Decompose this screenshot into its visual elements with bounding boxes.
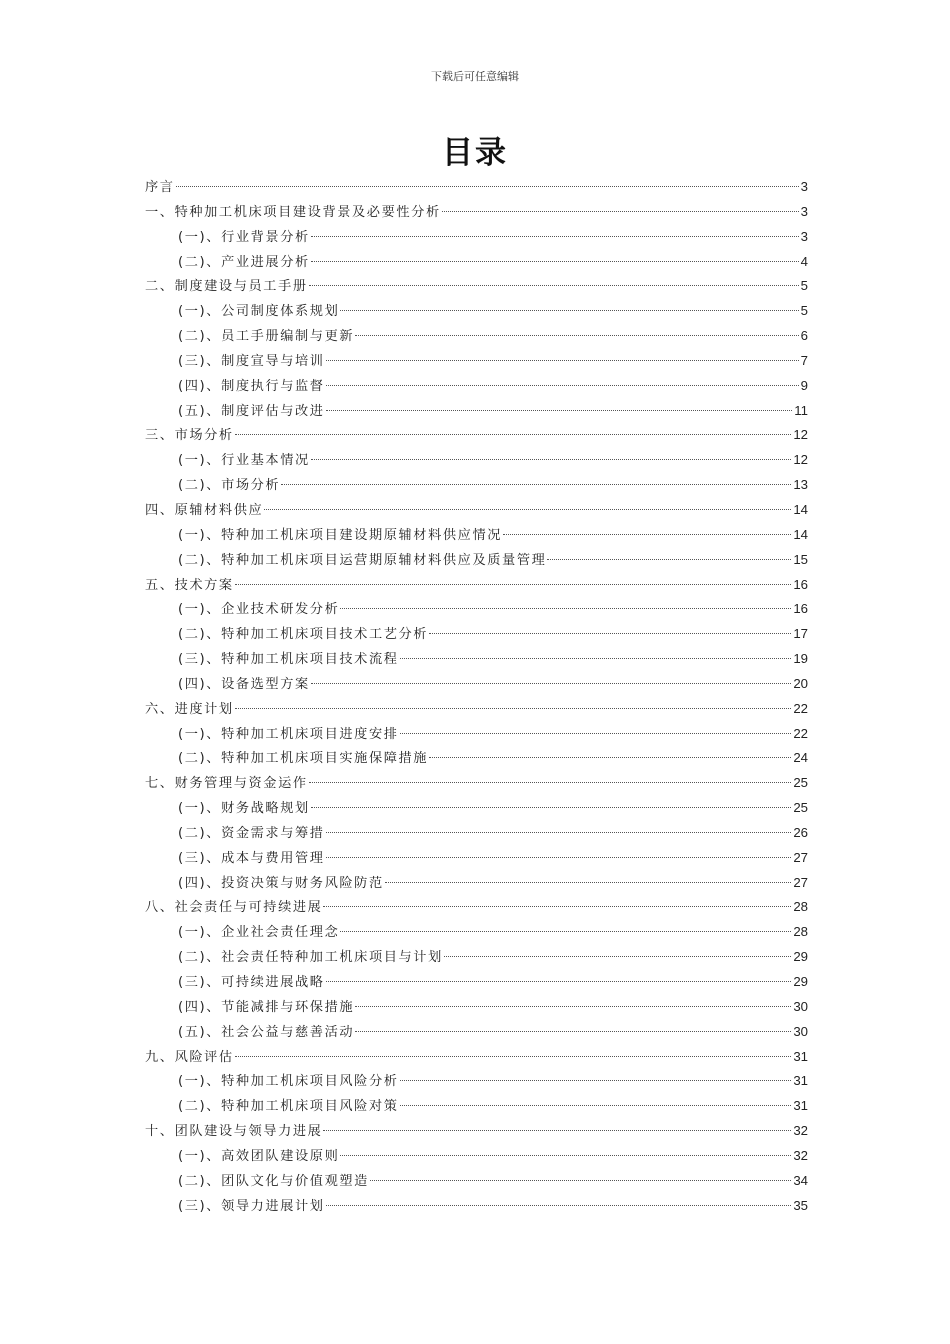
toc-entry-page-number: 4 xyxy=(800,253,808,269)
toc-entry-page-number: 32 xyxy=(793,1123,808,1139)
toc-subsection-entry[interactable] xyxy=(145,374,808,399)
toc-entry-page-number: 22 xyxy=(793,725,808,741)
toc-entry-page-number: 11 xyxy=(794,402,808,418)
dot-leader xyxy=(311,458,792,460)
dot-leader xyxy=(235,707,792,709)
toc-subsection-entry[interactable] xyxy=(145,448,808,473)
dot-leader xyxy=(400,1079,792,1081)
toc-entry-label: (四)、设备选型方案 xyxy=(178,676,310,692)
toc-subsection-entry[interactable] xyxy=(145,647,808,672)
dot-leader xyxy=(442,210,799,212)
toc-subsection-entry[interactable] xyxy=(145,920,808,945)
dot-leader xyxy=(311,806,792,808)
toc-entry-page-number: 27 xyxy=(793,849,808,865)
toc-section-entry[interactable] xyxy=(145,697,808,722)
toc-entry-label: 十、团队建设与领导力进展 xyxy=(145,1124,323,1140)
toc-section-entry[interactable] xyxy=(145,573,808,598)
toc-entry-label: (一)、行业背景分析 xyxy=(178,229,310,245)
toc-entry-label: (四)、投资决策与财务风险防范 xyxy=(178,875,384,891)
toc-entry-label: 四、原辅材料供应 xyxy=(145,502,264,518)
dot-leader xyxy=(355,1005,791,1007)
toc-subsection-entry[interactable] xyxy=(145,622,808,647)
toc-entry-page-number: 5 xyxy=(800,278,808,294)
toc-subsection-entry[interactable] xyxy=(145,796,808,821)
toc-entry-page-number: 31 xyxy=(793,1098,808,1114)
dot-leader xyxy=(326,831,792,833)
toc-entry-label: 序言 xyxy=(145,180,175,195)
toc-entry-page-number: 25 xyxy=(793,800,808,816)
dot-leader xyxy=(326,384,799,386)
dot-leader xyxy=(503,533,791,535)
toc-entry-label: 一、特种加工机床项目建设背景及必要性分析 xyxy=(145,204,441,220)
toc-entry-label: (三)、特种加工机床项目技术流程 xyxy=(178,652,399,668)
dot-leader xyxy=(340,607,791,609)
toc-entry-page-number: 29 xyxy=(793,974,808,989)
toc-subsection-entry[interactable] xyxy=(145,672,808,697)
toc-entry-label: (一)、财务战略规划 xyxy=(178,801,310,817)
toc-entry-page-number: 29 xyxy=(793,949,808,965)
toc-subsection-entry[interactable] xyxy=(145,1169,808,1194)
toc-subsection-entry[interactable] xyxy=(145,1094,808,1119)
toc-entry-page-number: 3 xyxy=(800,203,808,219)
toc-subsection-entry[interactable] xyxy=(145,399,808,424)
toc-entry-page-number: 28 xyxy=(793,899,808,915)
toc-entry-label: (一)、公司制度体系规划 xyxy=(178,304,340,320)
toc-subsection-entry[interactable] xyxy=(145,1069,808,1094)
toc-section-entry[interactable] xyxy=(145,771,808,796)
page-header: 下载后可任意编辑 xyxy=(431,70,519,83)
toc-entry-page-number: 15 xyxy=(793,551,808,567)
toc-entry-label: 六、进度计划 xyxy=(145,701,234,717)
toc-section-entry[interactable] xyxy=(145,1045,808,1070)
dot-leader xyxy=(326,856,792,858)
toc-entry-page-number: 7 xyxy=(800,352,808,368)
dot-leader xyxy=(235,1055,792,1057)
dot-leader xyxy=(400,1104,792,1106)
toc-subsection-entry[interactable] xyxy=(145,473,808,498)
toc-subsection-entry[interactable] xyxy=(145,970,808,995)
toc-entry-page-number: 30 xyxy=(793,998,808,1014)
dot-leader xyxy=(235,433,792,435)
dot-leader xyxy=(340,930,791,932)
dot-leader xyxy=(326,1204,792,1206)
toc-entry-label: (三)、成本与费用管理 xyxy=(178,850,325,866)
toc-subsection-entry[interactable] xyxy=(145,945,808,970)
toc-entry-page-number: 28 xyxy=(793,924,808,940)
toc-entry-page-number: 14 xyxy=(793,526,808,542)
toc-entry-page-number: 31 xyxy=(793,1073,808,1089)
toc-entry-page-number: 14 xyxy=(793,501,808,517)
dot-leader xyxy=(400,657,792,659)
toc-entry-page-number: 20 xyxy=(793,675,808,691)
toc-entry-label: 二、制度建设与员工手册 xyxy=(145,279,308,295)
toc-entry-label: (三)、可持续进展战略 xyxy=(178,975,325,990)
toc-entry-page-number: 24 xyxy=(793,750,808,766)
toc-entry-page-number: 35 xyxy=(793,1197,808,1213)
dot-leader xyxy=(323,905,791,907)
dot-leader xyxy=(355,1030,791,1032)
toc-subsection-entry[interactable] xyxy=(145,722,808,747)
dot-leader xyxy=(311,235,799,237)
dot-leader xyxy=(326,409,793,411)
toc-entry-page-number: 16 xyxy=(793,576,808,592)
toc-entry-label: (一)、特种加工机床项目进度安排 xyxy=(178,726,399,742)
toc-entry-label: (二)、社会责任特种加工机床项目与计划 xyxy=(178,950,443,966)
toc-entry-label: (二)、特种加工机床项目技术工艺分析 xyxy=(178,627,429,643)
toc-section-entry[interactable] xyxy=(145,498,808,523)
toc-entry-page-number: 25 xyxy=(793,775,808,791)
toc-subsection-entry[interactable] xyxy=(145,846,808,871)
dot-leader xyxy=(444,955,791,957)
dot-leader xyxy=(323,1129,791,1131)
dot-leader xyxy=(385,881,792,883)
toc-entry-label: (二)、团队文化与价值观塑造 xyxy=(178,1173,369,1189)
dot-leader xyxy=(311,682,792,684)
toc-entry-page-number: 3 xyxy=(800,228,808,244)
dot-leader xyxy=(340,309,798,311)
dot-leader xyxy=(326,359,799,361)
toc-entry-page-number: 17 xyxy=(793,626,808,642)
toc-entry-page-number: 5 xyxy=(800,303,808,319)
toc-entry-label: 九、风险评估 xyxy=(145,1049,234,1065)
toc-entry-page-number: 26 xyxy=(793,824,808,840)
toc-entry-page-number: 12 xyxy=(793,452,808,468)
toc-entry-label: (二)、特种加工机床项目风险对策 xyxy=(178,1099,399,1115)
toc-entry-label: 五、技术方案 xyxy=(145,577,234,593)
toc-subsection-entry[interactable] xyxy=(145,1144,808,1169)
table-of-contents xyxy=(145,175,808,1218)
toc-entry-label: (一)、企业技术研发分析 xyxy=(178,602,340,618)
toc-subsection-entry[interactable] xyxy=(145,821,808,846)
toc-entry-page-number: 30 xyxy=(793,1023,808,1039)
dot-leader xyxy=(355,334,799,336)
dot-leader xyxy=(235,583,792,585)
toc-entry-label: (二)、特种加工机床项目运营期原辅材料供应及质量管理 xyxy=(178,552,547,568)
toc-section-entry[interactable] xyxy=(145,423,808,448)
toc-entry-label: (一)、高效团队建设原则 xyxy=(178,1148,340,1164)
dot-leader xyxy=(429,632,791,634)
toc-entry-label: 三、市场分析 xyxy=(145,428,234,444)
toc-entry-label: (四)、节能减排与环保措施 xyxy=(178,999,355,1015)
toc-subsection-entry[interactable] xyxy=(145,746,808,771)
dot-leader xyxy=(281,483,791,485)
toc-entry-page-number: 34 xyxy=(793,1172,808,1188)
toc-entry-page-number: 12 xyxy=(793,427,808,443)
dot-leader xyxy=(309,284,799,286)
toc-entry-label: 八、社会责任与可持续进展 xyxy=(145,900,323,916)
toc-entry-label: (二)、特种加工机床项目实施保障措施 xyxy=(178,751,429,767)
toc-entry-page-number: 13 xyxy=(793,477,808,493)
toc-subsection-entry[interactable] xyxy=(145,225,808,250)
dot-leader xyxy=(311,260,799,262)
toc-section-entry[interactable] xyxy=(145,200,808,225)
toc-entry-label: (二)、员工手册编制与更新 xyxy=(178,329,355,345)
toc-title: 目录 xyxy=(442,135,508,171)
toc-entry-label: (四)、制度执行与监督 xyxy=(178,378,325,394)
toc-entry-page-number: 32 xyxy=(793,1147,808,1163)
dot-leader xyxy=(370,1179,791,1181)
dot-leader xyxy=(429,756,791,758)
toc-entry-label: (二)、市场分析 xyxy=(178,478,281,494)
toc-entry-label: (二)、资金需求与筹措 xyxy=(178,825,325,841)
toc-entry-label: (一)、行业基本情况 xyxy=(178,453,310,469)
toc-subsection-entry[interactable] xyxy=(145,523,808,548)
toc-entry-page-number: 6 xyxy=(800,328,808,344)
toc-entry-label: (五)、制度评估与改进 xyxy=(178,403,325,419)
toc-subsection-entry[interactable] xyxy=(145,299,808,324)
toc-subsection-entry[interactable] xyxy=(145,871,808,896)
dot-leader xyxy=(176,185,799,187)
toc-entry-page-number: 31 xyxy=(793,1048,808,1064)
toc-entry-label: (五)、社会公益与慈善活动 xyxy=(178,1024,355,1040)
toc-section-entry[interactable] xyxy=(145,1119,808,1144)
toc-entry-page-number: 16 xyxy=(793,601,808,617)
toc-subsection-entry[interactable] xyxy=(145,1194,808,1219)
toc-entry-label: (一)、特种加工机床项目风险分析 xyxy=(178,1074,399,1090)
dot-leader xyxy=(309,781,792,783)
dot-leader xyxy=(340,1154,791,1156)
toc-entry-label: (一)、企业社会责任理念 xyxy=(178,925,340,941)
toc-entry-label: (三)、领导力进展计划 xyxy=(178,1198,325,1214)
toc-entry-label: (二)、产业进展分析 xyxy=(178,254,310,270)
toc-section-entry[interactable] xyxy=(145,175,808,200)
toc-subsection-entry[interactable] xyxy=(145,597,808,622)
toc-subsection-entry[interactable] xyxy=(145,548,808,573)
toc-subsection-entry[interactable] xyxy=(145,250,808,275)
toc-entry-page-number: 3 xyxy=(800,179,808,194)
toc-entry-page-number: 27 xyxy=(793,874,808,890)
dot-leader xyxy=(400,732,792,734)
toc-subsection-entry[interactable] xyxy=(145,324,808,349)
toc-subsection-entry[interactable] xyxy=(145,995,808,1020)
toc-section-entry[interactable] xyxy=(145,274,808,299)
toc-section-entry[interactable] xyxy=(145,895,808,920)
toc-subsection-entry[interactable] xyxy=(145,349,808,374)
dot-leader xyxy=(547,558,791,560)
toc-subsection-entry[interactable] xyxy=(145,1020,808,1045)
toc-entry-page-number: 22 xyxy=(793,700,808,716)
toc-entry-page-number: 19 xyxy=(793,651,808,667)
toc-entry-page-number: 9 xyxy=(800,377,808,393)
toc-entry-label: (三)、制度宣导与培训 xyxy=(178,353,325,369)
toc-entry-label: 七、财务管理与资金运作 xyxy=(145,776,308,792)
dot-leader xyxy=(326,980,792,982)
dot-leader xyxy=(264,508,791,510)
toc-entry-label: (一)、特种加工机床项目建设期原辅材料供应情况 xyxy=(178,527,503,543)
